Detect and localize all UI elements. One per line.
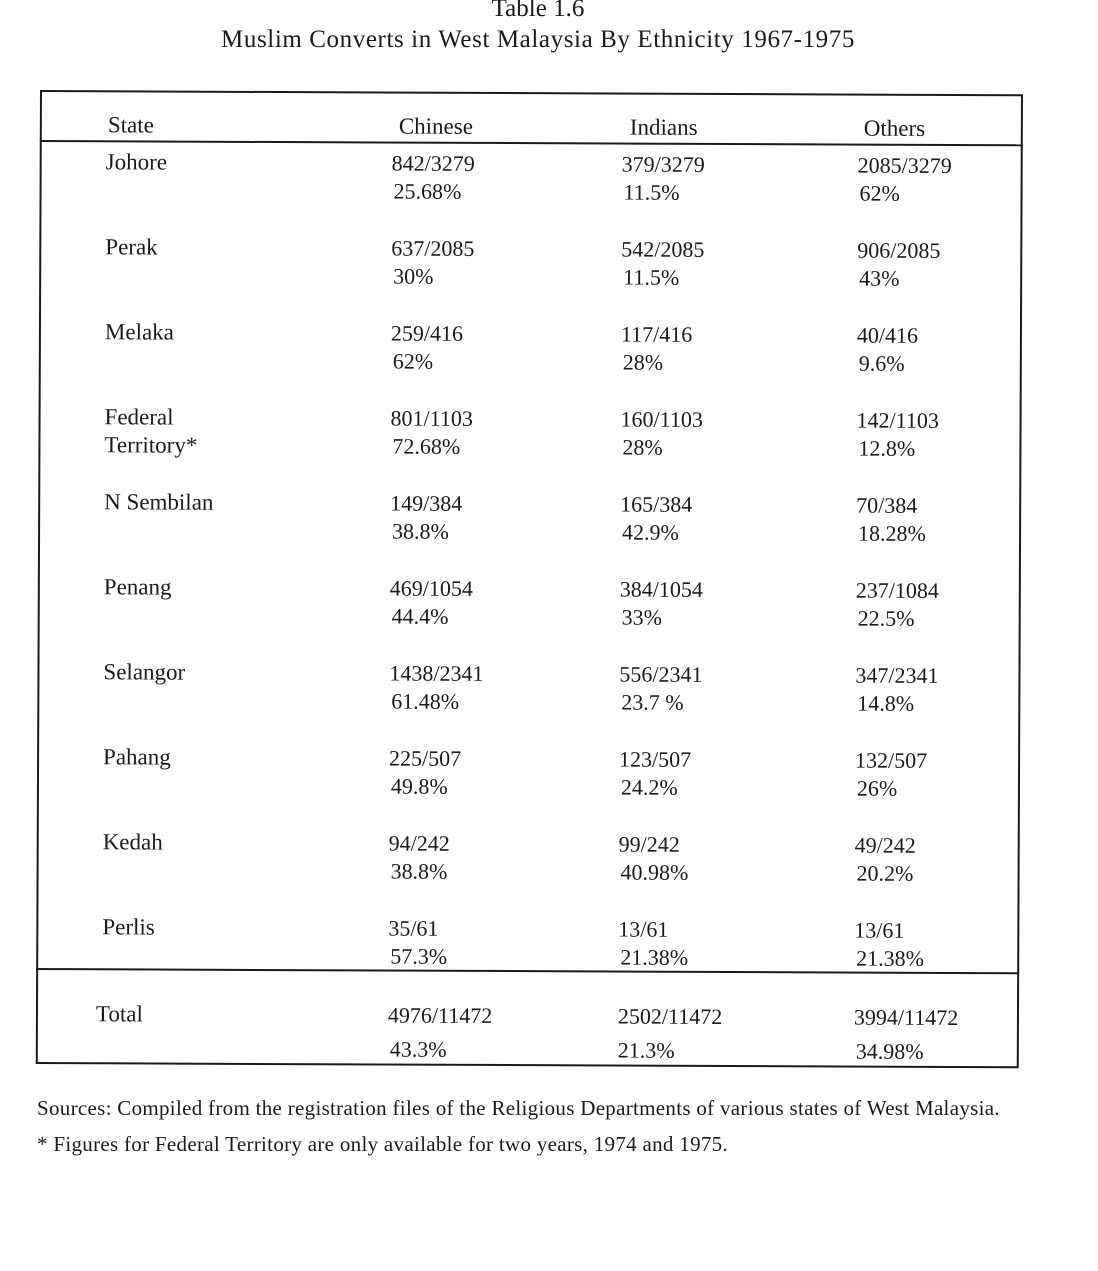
- table-row: [40, 403, 1019, 467]
- total-indians-count: 2502/11472: [617, 1003, 723, 1029]
- indians-percent: 24.2%: [620, 774, 678, 800]
- chinese-count: 149/384: [390, 490, 463, 516]
- others-cell: [855, 747, 927, 803]
- state-cell: [104, 403, 197, 459]
- chinese-count: 259/416: [390, 320, 464, 346]
- others-cell: [854, 917, 924, 973]
- indians-cell: [621, 321, 693, 377]
- total-others-count: 3994/11472: [853, 1004, 959, 1031]
- indians-count: 379/3279: [621, 151, 705, 177]
- state-name: Kedah: [102, 829, 163, 855]
- converts-table: [36, 90, 1023, 1068]
- state-name: Pahang: [103, 744, 171, 770]
- others-percent: 12.8%: [858, 435, 916, 461]
- table-row: [41, 148, 1020, 212]
- state-name: Penang: [103, 574, 172, 600]
- table-row: [39, 658, 1018, 722]
- chinese-percent: 72.68%: [392, 433, 461, 459]
- state-cell: [103, 658, 185, 686]
- title-block: [0, 0, 1076, 56]
- state-name: Melaka: [104, 319, 174, 345]
- others-percent: 18.28%: [858, 520, 926, 546]
- table-row: [39, 743, 1018, 807]
- indians-count: 556/2341: [619, 661, 703, 687]
- indians-percent: 33%: [621, 604, 663, 630]
- chinese-cell: [390, 575, 473, 631]
- chinese-percent: 62%: [392, 348, 434, 374]
- chinese-count: 35/61: [388, 915, 439, 941]
- state-name: Johore: [105, 149, 168, 175]
- indians-cell: [621, 236, 704, 292]
- indians-count: 542/2085: [621, 236, 705, 262]
- others-count: 347/2341: [855, 662, 939, 688]
- chinese-cell: [390, 405, 473, 461]
- others-percent: 62%: [859, 180, 900, 206]
- total-others: [854, 1001, 959, 1069]
- others-percent: 14.8%: [857, 690, 915, 716]
- state-name: Perlis: [102, 914, 155, 940]
- others-count: 49/242: [854, 832, 916, 858]
- state-cell: [106, 148, 167, 176]
- sources-note: Sources: Compiled from the registration files of the Religious Departments of various states of West Malaysia.: [37, 1096, 1000, 1120]
- chinese-percent: 61.48%: [391, 688, 460, 714]
- chinese-count: 225/507: [389, 745, 462, 771]
- total-chinese-percent: 43.3%: [389, 1036, 447, 1062]
- others-cell: [856, 407, 939, 463]
- chinese-percent: 38.8%: [390, 858, 448, 884]
- header-chinese: Chinese: [398, 113, 474, 139]
- chinese-cell: [389, 660, 483, 716]
- indians-percent: 40.98%: [620, 859, 689, 885]
- indians-cell: [620, 576, 703, 632]
- indians-percent: 23.7 %: [621, 689, 684, 715]
- indians-percent: 28%: [622, 349, 664, 375]
- header-others: Others: [863, 115, 926, 141]
- others-count: 237/1084: [855, 577, 940, 603]
- state-name: Federal: [104, 404, 174, 430]
- others-cell: [855, 662, 938, 718]
- indians-percent: 11.5%: [623, 264, 680, 290]
- indians-count: 13/61: [618, 916, 669, 942]
- chinese-count: 1438/2341: [389, 660, 484, 686]
- chinese-count: 842/3279: [391, 150, 475, 176]
- table-row: [40, 488, 1019, 552]
- others-count: 13/61: [854, 917, 905, 943]
- others-cell: [857, 237, 940, 293]
- others-percent: 26%: [856, 775, 898, 801]
- chinese-percent: 57.3%: [390, 943, 448, 969]
- indians-count: 160/1103: [620, 406, 703, 432]
- header-indians: Indians: [629, 114, 698, 140]
- indians-cell: [619, 831, 689, 887]
- indians-cell: [619, 746, 691, 802]
- total-indians: [618, 1000, 723, 1068]
- chinese-percent: 49.8%: [390, 773, 448, 799]
- others-percent: 43%: [859, 265, 900, 291]
- chinese-cell: [391, 150, 474, 206]
- total-row: [38, 997, 1017, 1064]
- state-name: Selangor: [103, 659, 186, 685]
- table-row: [41, 318, 1020, 382]
- indians-count: 123/507: [619, 746, 692, 772]
- state-cell: [102, 913, 155, 941]
- table-row: [40, 573, 1019, 637]
- state-name: N Sembilan: [104, 489, 214, 515]
- header-state: State: [107, 112, 154, 138]
- table-row: [41, 233, 1020, 297]
- others-count: 40/416: [856, 322, 919, 348]
- others-cell: [856, 492, 926, 548]
- others-count: 142/1103: [856, 407, 939, 433]
- table-row: [39, 828, 1018, 892]
- others-cell: [855, 832, 916, 888]
- state-cell: [105, 233, 157, 261]
- others-count: 70/384: [856, 492, 918, 518]
- state-name: Perak: [105, 234, 158, 260]
- chinese-cell: [389, 745, 461, 801]
- chinese-cell: [389, 830, 450, 886]
- chinese-cell: [390, 490, 462, 546]
- others-cell: [857, 152, 951, 208]
- chinese-count: 801/1103: [390, 405, 473, 431]
- indians-cell: [618, 916, 688, 972]
- others-percent: 9.6%: [858, 350, 905, 376]
- table-caption: Muslim Converts in West Malaysia By Ethnicity 1967-1975: [221, 26, 855, 53]
- others-count: 2085/3279: [857, 152, 952, 178]
- indians-count: 99/242: [618, 831, 680, 857]
- indians-cell: [621, 151, 704, 207]
- state-cell: [103, 828, 163, 856]
- indians-cell: [619, 661, 702, 717]
- total-chinese-count: 4976/11472: [387, 1002, 493, 1028]
- state-name: Territory*: [104, 432, 198, 458]
- chinese-cell: [388, 915, 447, 971]
- total-others-percent: 34.98%: [855, 1038, 924, 1064]
- total-label: Total: [95, 1001, 143, 1027]
- indians-percent: 11.5%: [623, 179, 680, 205]
- state-cell: [104, 573, 172, 601]
- indians-cell: [620, 491, 692, 547]
- others-percent: 20.2%: [856, 860, 914, 886]
- indians-count: 384/1054: [619, 576, 704, 602]
- notes: [37, 1094, 1037, 1158]
- chinese-count: 469/1054: [389, 575, 474, 601]
- state-cell: [105, 318, 174, 346]
- chinese-percent: 25.68%: [393, 178, 462, 204]
- footnote: * Figures for Federal Territory are only available for two years, 1974 and 1975.: [37, 1132, 729, 1156]
- indians-percent: 28%: [622, 434, 663, 460]
- indians-percent: 21.38%: [620, 944, 689, 970]
- chinese-percent: 38.8%: [392, 518, 449, 544]
- total-chinese: [388, 999, 493, 1067]
- chinese-count: 637/2085: [391, 235, 475, 261]
- others-percent: 22.5%: [857, 605, 915, 631]
- indians-percent: 42.9%: [622, 519, 679, 545]
- table-row: [38, 913, 1017, 977]
- chinese-cell: [391, 320, 463, 376]
- others-count: 906/2085: [857, 237, 941, 263]
- chinese-percent: 44.4%: [391, 603, 449, 629]
- indians-cell: [620, 406, 703, 462]
- others-cell: [856, 577, 939, 633]
- chinese-cell: [391, 235, 474, 291]
- state-cell: [103, 743, 171, 771]
- state-cell: [104, 488, 213, 516]
- others-cell: [857, 322, 918, 378]
- indians-count: 165/384: [620, 491, 693, 517]
- chinese-count: 94/242: [388, 830, 450, 856]
- table-number: Table 1.6: [491, 0, 585, 22]
- indians-count: 117/416: [620, 321, 693, 347]
- total-indians-percent: 21.3%: [617, 1037, 675, 1063]
- others-percent: 21.38%: [856, 945, 925, 971]
- chinese-percent: 30%: [393, 263, 434, 289]
- others-count: 132/507: [855, 747, 928, 773]
